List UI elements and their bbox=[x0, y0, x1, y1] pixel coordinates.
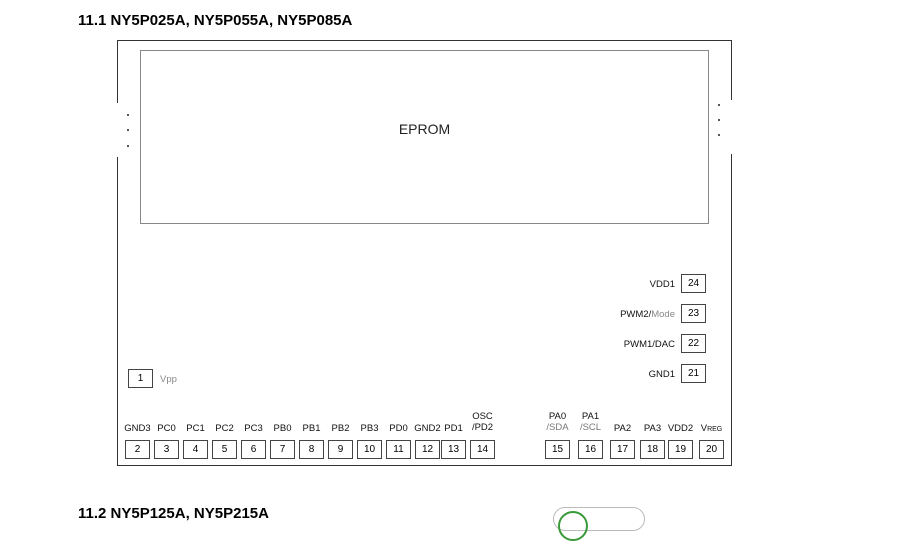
pin-label-text: VDD1 bbox=[649, 279, 675, 290]
pin-22: 22 bbox=[681, 334, 706, 353]
pin-label-text: PA2 bbox=[613, 423, 632, 434]
pin-label-sub: Mode bbox=[651, 309, 675, 320]
pin-2: 2 bbox=[125, 440, 150, 459]
pin-19: 19 bbox=[668, 440, 693, 459]
pin-label-line2: /SCL bbox=[579, 422, 602, 433]
pin-23: 23 bbox=[681, 304, 706, 323]
pin-9: 9 bbox=[328, 440, 353, 459]
pin-label-text: PB0 bbox=[273, 423, 292, 434]
pin-label-line1 bbox=[539, 411, 576, 422]
pin-8: 8 bbox=[299, 440, 324, 459]
pin-label-text: PC0 bbox=[157, 423, 176, 434]
pin-18: 18 bbox=[640, 440, 665, 459]
pin-label-text: PC1 bbox=[186, 423, 205, 434]
section-title: 11.1 NY5P025A, NY5P055A, NY5P085A bbox=[78, 12, 353, 29]
left-dot bbox=[127, 145, 129, 147]
pin-label-line1 bbox=[572, 411, 609, 422]
pin-label-text: OSC bbox=[472, 411, 493, 422]
pin-label-text: GND2 bbox=[414, 423, 441, 434]
pin-label-text: PB2 bbox=[331, 423, 350, 434]
eprom-block bbox=[140, 50, 709, 224]
pin-7: 7 bbox=[270, 440, 295, 459]
pin-label-14 bbox=[464, 411, 501, 433]
left-break bbox=[113, 103, 123, 157]
eprom-label: EPROM bbox=[398, 121, 451, 137]
pin-label-text: PB1 bbox=[302, 423, 321, 434]
right-dot bbox=[718, 119, 720, 121]
pin-12: 12 bbox=[415, 440, 440, 459]
pin-label-text: PA3 bbox=[643, 423, 662, 434]
left-dot bbox=[127, 114, 129, 116]
right-break bbox=[727, 100, 737, 154]
pin-16: 16 bbox=[578, 440, 603, 459]
pin-11: 11 bbox=[386, 440, 411, 459]
pin-label-text: PD0 bbox=[389, 423, 408, 434]
pin-label-text: GND3 bbox=[124, 423, 151, 434]
pin-label-line1 bbox=[464, 411, 501, 422]
pin-label-vpp: Vpp bbox=[160, 374, 177, 385]
pin-label-15 bbox=[539, 411, 576, 433]
pin-label-text: PWM1/DAC bbox=[623, 339, 675, 350]
pin-label-text: VDD2 bbox=[667, 423, 694, 434]
pin-label-23 bbox=[620, 309, 675, 320]
pin-label-text: PA0 bbox=[548, 411, 567, 422]
right-dot bbox=[718, 104, 720, 106]
pin-label-text: PC3 bbox=[244, 423, 263, 434]
pin-label-text: GND1 bbox=[648, 369, 675, 380]
badge-icon bbox=[558, 511, 588, 541]
pin-6: 6 bbox=[241, 440, 266, 459]
pin-label-line1 bbox=[693, 423, 730, 435]
pin-label-text: PA1 bbox=[581, 411, 600, 422]
pin-3: 3 bbox=[154, 440, 179, 459]
pin-label-24 bbox=[650, 279, 675, 290]
pin-label-line2: /SDA bbox=[546, 422, 569, 433]
pin-14: 14 bbox=[470, 440, 495, 459]
pin-label-text: PC2 bbox=[215, 423, 234, 434]
right-dot bbox=[718, 134, 720, 136]
pin-label-text: PB3 bbox=[360, 423, 379, 434]
pin-label-22 bbox=[624, 339, 675, 350]
pin-label-line2: /PD2 bbox=[471, 422, 494, 433]
pin-15: 15 bbox=[545, 440, 570, 459]
pin-4: 4 bbox=[183, 440, 208, 459]
pin-24: 24 bbox=[681, 274, 706, 293]
next-section-title: 11.2 NY5P125A, NY5P215A bbox=[78, 505, 269, 522]
pin-1: 1 bbox=[128, 369, 153, 388]
pin-label-text: V bbox=[700, 423, 708, 434]
badge bbox=[553, 507, 645, 531]
pin-10: 10 bbox=[357, 440, 382, 459]
pin-label-20 bbox=[693, 423, 730, 435]
pin-13: 13 bbox=[441, 440, 466, 459]
pin-20: 20 bbox=[699, 440, 724, 459]
pin-17: 17 bbox=[610, 440, 635, 459]
pin-21: 21 bbox=[681, 364, 706, 383]
pin-5: 5 bbox=[212, 440, 237, 459]
pin-label-text: PD1 bbox=[444, 423, 463, 434]
pin-label-text: PWM2/ bbox=[620, 309, 652, 320]
pin-label-21 bbox=[649, 369, 675, 380]
left-dot bbox=[127, 129, 129, 131]
pin-label-subscript: REG bbox=[707, 426, 723, 433]
